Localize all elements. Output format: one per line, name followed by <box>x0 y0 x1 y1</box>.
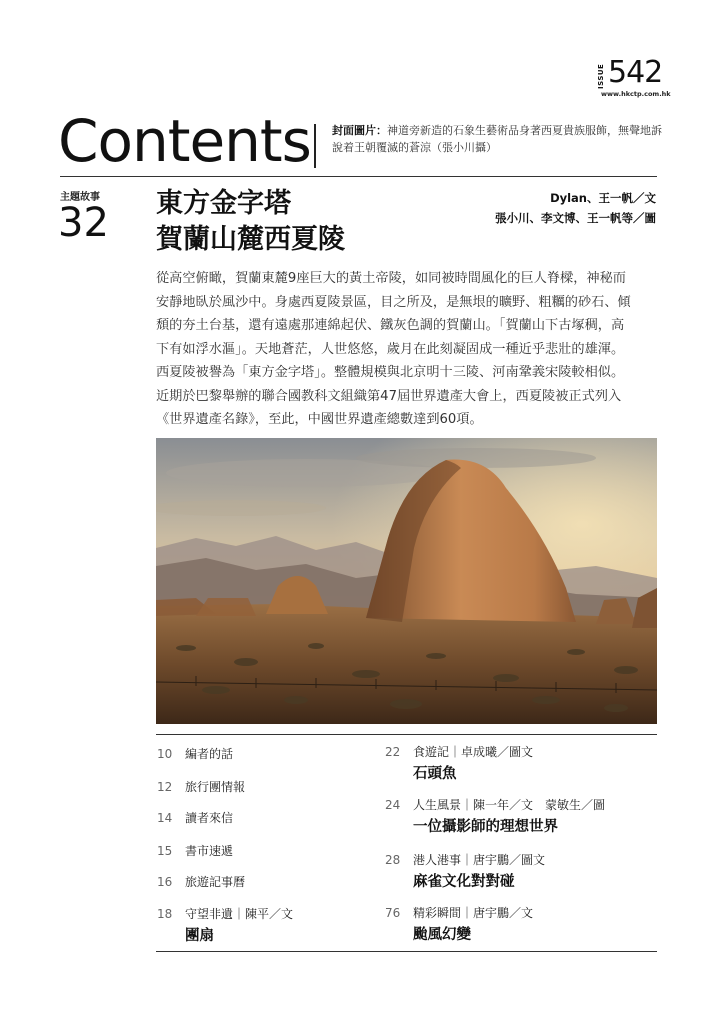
toc-page-number: 15 <box>157 844 173 858</box>
body-line: 安靜地臥於風沙中。身處西夏陵景區，目之所及，是無垠的曠野、粗糲的砂石、傾 <box>156 294 631 310</box>
toc-label: 港人港事｜唐宇鵬／圖文 <box>413 853 546 867</box>
toc-label: 讀者來信 <box>185 811 234 825</box>
feature-photo <box>156 438 657 724</box>
toc-page-number: 12 <box>157 780 173 794</box>
feature-title[interactable] <box>156 186 345 258</box>
toc-page-number: 76 <box>385 906 401 920</box>
cover-caption-text: 神道旁新造的石象生藝術品身著西夏貴族服飾，無聲地訴說着王朝覆滅的蒼涼（張小川攝） <box>332 124 662 154</box>
feature-page-number[interactable]: 32 <box>58 200 109 246</box>
body-line: 下有如浮水漚」。天地蒼茫，人世悠悠，歲月在此刻凝固成一種近乎悲壯的雄渾。 <box>156 341 625 357</box>
cover-caption-label: 封面圖片： <box>332 124 387 137</box>
feature-body <box>156 267 660 432</box>
toc-article-title: 颱風幻變 <box>413 926 471 943</box>
toc-article-title: 麻雀文化對對碰 <box>413 873 515 890</box>
page-title: Contents <box>58 107 311 175</box>
issue-label: ISSUE <box>597 63 605 89</box>
issue-number: 542 <box>608 55 663 90</box>
toc-label: 精彩瞬間｜唐宇鵬／文 <box>413 906 534 920</box>
feature-title-line-2: 賀蘭山麓西夏陵 <box>156 224 345 255</box>
toc-page-number: 22 <box>385 745 401 759</box>
toc-item[interactable] <box>385 744 533 782</box>
toc-label: 旅行團情報 <box>185 780 246 794</box>
toc-page-number: 14 <box>157 811 173 825</box>
toc-bottom-rule <box>156 951 657 952</box>
toc-item[interactable] <box>157 810 233 826</box>
western-xia-tomb-image <box>156 438 657 724</box>
toc-label: 食遊記｜卓成曦／圖文 <box>413 745 534 759</box>
body-line: 近期於巴黎舉辦的聯合國教科文組織第47屆世界遺產大會上，西夏陵被正式列入 <box>156 388 622 404</box>
toc-page-number: 18 <box>157 907 173 921</box>
feature-tag: 主題故事 <box>60 192 100 203</box>
toc-item[interactable] <box>385 905 533 943</box>
toc-article-title: 團扇 <box>185 927 214 944</box>
toc-article-title: 一位攝影師的理想世界 <box>413 818 558 835</box>
toc-label: 守望非遺｜陳平／文 <box>185 907 294 921</box>
feature-title-line-1: 東方金字塔 <box>156 188 291 219</box>
toc-label: 旅遊記事曆 <box>185 875 246 889</box>
body-line: 頹的夯土台基，還有遠處那連綿起伏、鐵灰色調的賀蘭山。「賀蘭山下古塚稠，高 <box>156 318 625 333</box>
toc-item[interactable] <box>157 874 245 890</box>
toc-item[interactable] <box>157 779 245 795</box>
toc-page-number: 10 <box>157 747 173 761</box>
toc-item[interactable] <box>157 843 233 859</box>
toc-label: 書市速遞 <box>185 844 234 858</box>
header-rule <box>60 176 657 177</box>
toc-page-number: 24 <box>385 798 401 812</box>
cover-caption <box>332 122 662 156</box>
body-line: 從高空俯瞰，賀蘭東麓9座巨大的黃土帝陵，如同被時間風化的巨人脊樑，神秘而 <box>156 271 626 286</box>
toc-article-title: 石頭魚 <box>413 765 457 782</box>
credit-photo: 張小川、李文博、王一帆等／圖 <box>495 211 656 225</box>
toc-item[interactable] <box>157 906 293 944</box>
toc-label: 人生風景｜陳一年／文 蒙敏生／圖 <box>413 798 606 812</box>
magazine-url[interactable]: www.hkctp.com.hk <box>601 90 671 98</box>
feature-credits <box>440 188 656 228</box>
toc-top-rule <box>156 734 657 735</box>
credit-text: Dylan、王一帆／文 <box>550 191 656 205</box>
toc-item[interactable] <box>385 852 545 890</box>
body-line: 西夏陵被譽為「東方金字塔」。整體規模與北京明十三陵、河南鞏義宋陵較相似。 <box>156 365 625 380</box>
body-line: 《世界遺產名錄》，至此，中國世界遺產總數達到60項。 <box>156 412 483 427</box>
toc-page-number: 16 <box>157 875 173 889</box>
title-divider <box>314 124 316 168</box>
toc-page-number: 28 <box>385 853 401 867</box>
toc-label: 編者的話 <box>185 747 234 761</box>
toc-item[interactable] <box>385 797 605 835</box>
toc-item[interactable] <box>157 746 233 762</box>
